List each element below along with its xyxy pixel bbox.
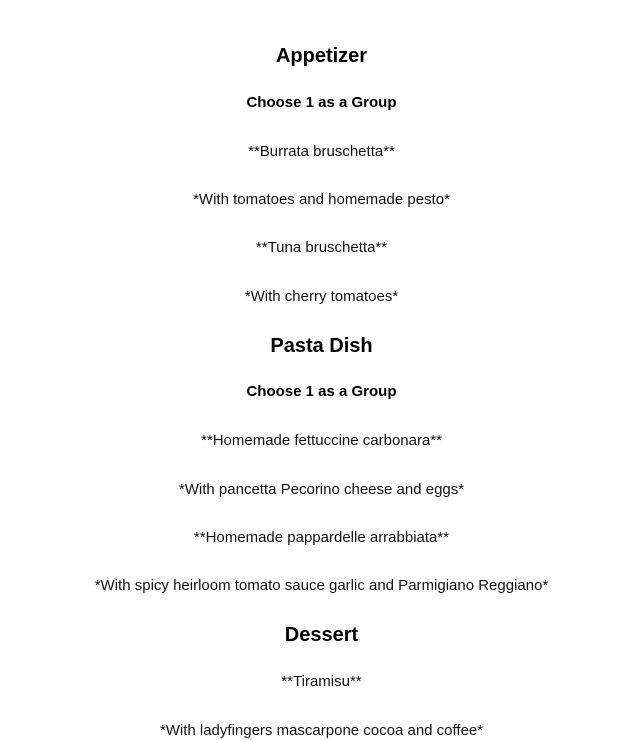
menu-item-description: *With spicy heirloom tomato sauce garlic and Parmigiano Reggiano* bbox=[94, 577, 549, 594]
menu-item-name: **Tiramisu** bbox=[281, 673, 362, 690]
menu-item-name: **Tuna bruschetta** bbox=[255, 239, 388, 256]
menu-item-name: **Burrata bruschetta** bbox=[248, 143, 395, 160]
menu-item-description: *With cherry tomatoes* bbox=[244, 288, 399, 305]
menu-item-description: *With tomatoes and homemade pesto* bbox=[193, 191, 450, 208]
section-heading-dessert: Dessert bbox=[284, 624, 359, 646]
menu-item-name: **Homemade fettuccine carbonara** bbox=[201, 432, 442, 449]
menu-item-description: *With ladyfingers mascarpone cocoa and coffee* bbox=[159, 722, 484, 739]
section-heading-appetizer: Appetizer bbox=[275, 45, 368, 67]
section-heading-pasta: Pasta Dish bbox=[270, 335, 373, 357]
group-note-pasta: Choose 1 as a Group bbox=[246, 383, 397, 400]
menu-item-description: *With pancetta Pecorino cheese and eggs* bbox=[178, 481, 465, 498]
menu-item-name: **Homemade pappardelle arrabbiata** bbox=[193, 529, 450, 546]
group-note-appetizer: Choose 1 as a Group bbox=[246, 94, 397, 111]
